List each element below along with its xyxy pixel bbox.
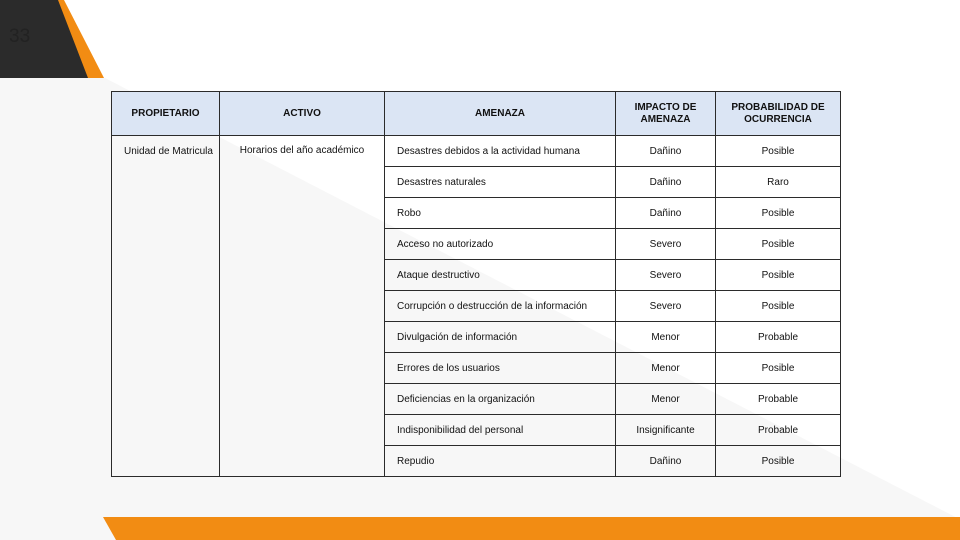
- header-impact: IMPACTO DE AMENAZA: [616, 92, 716, 136]
- threat-cell: Desastres debidos a la actividad humana: [385, 136, 616, 167]
- probability-cell: Posible: [716, 353, 841, 384]
- probability-cell: Posible: [716, 198, 841, 229]
- probability-cell: Posible: [716, 446, 841, 477]
- probability-cell: Posible: [716, 260, 841, 291]
- table-row: [112, 136, 841, 167]
- impact-cell: Dañino: [616, 167, 716, 198]
- probability-cell: Posible: [716, 229, 841, 260]
- asset-cell: Horarios del año académico: [220, 136, 385, 477]
- threat-cell: Desastres naturales: [385, 167, 616, 198]
- threat-cell: Corrupción o destrucción de la información: [385, 291, 616, 322]
- probability-cell: Raro: [716, 167, 841, 198]
- threat-cell: Ataque destructivo: [385, 260, 616, 291]
- probability-cell: Probable: [716, 322, 841, 353]
- threat-cell: Divulgación de información: [385, 322, 616, 353]
- footer-stripe: [103, 517, 960, 540]
- impact-cell: Severo: [616, 229, 716, 260]
- table-header-row: [112, 92, 841, 136]
- header-probability: PROBABILIDAD DE OCURRENCIA: [716, 92, 841, 136]
- impact-cell: Menor: [616, 322, 716, 353]
- impact-cell: Dañino: [616, 446, 716, 477]
- header-threat: AMENAZA: [385, 92, 616, 136]
- impact-cell: Severo: [616, 291, 716, 322]
- probability-cell: Probable: [716, 384, 841, 415]
- threat-cell: Indisponibilidad del personal: [385, 415, 616, 446]
- impact-cell: Insignificante: [616, 415, 716, 446]
- probability-cell: Probable: [716, 415, 841, 446]
- impact-cell: Severo: [616, 260, 716, 291]
- header-asset: ACTIVO: [220, 92, 385, 136]
- impact-cell: Menor: [616, 353, 716, 384]
- impact-cell: Dañino: [616, 136, 716, 167]
- slide-number: 33: [9, 26, 31, 47]
- probability-cell: Posible: [716, 291, 841, 322]
- risk-table: [111, 91, 841, 477]
- probability-cell: Posible: [716, 136, 841, 167]
- threat-cell: Errores de los usuarios: [385, 353, 616, 384]
- header-owner: PROPIETARIO: [112, 92, 220, 136]
- threat-cell: Repudio: [385, 446, 616, 477]
- threat-cell: Acceso no autorizado: [385, 229, 616, 260]
- impact-cell: Dañino: [616, 198, 716, 229]
- threat-cell: Deficiencias en la organización: [385, 384, 616, 415]
- owner-cell: Unidad de Matricula: [112, 136, 220, 477]
- threat-cell: Robo: [385, 198, 616, 229]
- impact-cell: Menor: [616, 384, 716, 415]
